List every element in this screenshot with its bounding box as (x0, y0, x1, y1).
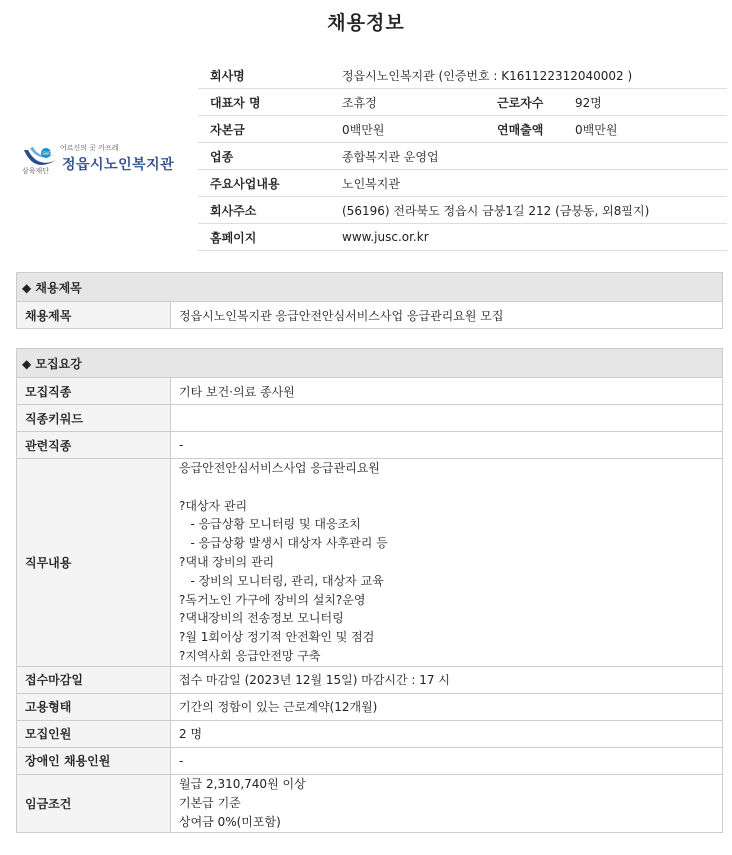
industry-label: 업종 (198, 143, 330, 170)
recruit-title-header: ◆ 채용제목 (17, 273, 723, 302)
company-row-ceo (198, 89, 727, 116)
recruit-title-value: 정읍시노인복지관 응급안전안심서비스사업 응급관리요원 모집 (171, 302, 723, 329)
logo-foundation: 삼육재단 (22, 167, 50, 175)
requirement-label: 임금조건 (17, 774, 171, 832)
company-name-value: 정읍시노인복지관 (인증번호 : K161122312040002 ) (330, 62, 727, 89)
company-row-name (198, 62, 727, 89)
ceo-label: 대표자 명 (198, 89, 330, 116)
wage-conditions: 월급 2,310,740원 이상 기본급 기준 상여금 0%(미포함) (171, 774, 723, 832)
page-title: 채용정보 (327, 12, 405, 34)
requirement-row (17, 747, 723, 774)
company-row-address (198, 197, 727, 224)
requirement-row (17, 405, 723, 432)
company-row-industry (198, 143, 727, 170)
requirement-value: - (171, 432, 723, 459)
svg-text:SWT: SWT (42, 151, 52, 156)
requirement-label: 장애인 채용인원 (17, 747, 171, 774)
workers-value: 92명 (563, 89, 727, 116)
requirement-row (17, 693, 723, 720)
requirement-label: 직종키워드 (17, 405, 171, 432)
requirement-value: 접수 마감일 (2023년 12월 15일) 마감시간 : 17 시 (171, 666, 723, 693)
requirements-header: ◆ 모집요강 (17, 349, 723, 378)
requirement-value: 기타 보건·의료 종사원 (171, 378, 723, 405)
recruit-title-label: 채용제목 (17, 302, 171, 329)
requirement-value: 기간의 정함이 있는 근로계약(12개월) (171, 693, 723, 720)
business-value: 노인복지관 (330, 170, 727, 197)
requirement-value: - (171, 747, 723, 774)
requirement-value (171, 405, 723, 432)
requirement-label: 관련직종 (17, 432, 171, 459)
requirement-label: 모집인원 (17, 720, 171, 747)
requirement-label: 고용형태 (17, 693, 171, 720)
company-row-homepage (198, 224, 727, 251)
workers-label: 근로자수 (497, 89, 563, 116)
recruit-title-section (16, 272, 723, 329)
requirement-row (17, 432, 723, 459)
address-value: (56196) 전라북도 정읍시 금붕1길 212 (금붕동, 외8필지) (330, 197, 727, 224)
sales-value: 0백만원 (563, 116, 727, 143)
homepage-link[interactable]: www.jusc.or.kr (330, 224, 727, 251)
requirement-value: 2 명 (171, 720, 723, 747)
industry-value: 종합복지관 운영업 (330, 143, 727, 170)
company-name-label: 회사명 (198, 62, 330, 89)
requirement-label: 직무내용 (17, 459, 171, 667)
business-label: 주요사업내용 (198, 170, 330, 197)
company-info-table (198, 62, 727, 251)
requirement-row (17, 378, 723, 405)
company-row-business (198, 170, 727, 197)
capital-value: 0백만원 (330, 116, 497, 143)
requirement-row (17, 774, 723, 832)
requirement-row (17, 666, 723, 693)
ceo-value: 조휴정 (330, 89, 497, 116)
homepage-label: 홈페이지 (198, 224, 330, 251)
capital-label: 자본금 (198, 116, 330, 143)
requirement-row (17, 720, 723, 747)
company-row-capital (198, 116, 727, 143)
logo-name: 정읍시노인복지관 (62, 157, 175, 173)
requirement-row (17, 459, 723, 667)
requirement-label: 모집직종 (17, 378, 171, 405)
address-label: 회사주소 (198, 197, 330, 224)
company-logo (22, 140, 182, 180)
sales-label: 연매출액 (497, 116, 563, 143)
logo-slogan: 어르신의 곳 카프레 (60, 144, 119, 152)
duty-description: 응급안전안심서비스사업 응급관리요원 ?대상자 관리 - 응급상황 모니터링 및 대응조치 - 응급상황 발생시 대상자 사후관리 등 ?댁내 장비의 관리 - 장비의 모니터링, 관리, 대상자 교육 ?독거노인 가구에 장비의 설치?운영 ?댁내장비의 전송정보 모니터링 ?월 1회이상 정기적 안전확인 및 점검 ?지역사회 응급안전망 구축 (171, 459, 723, 667)
requirement-label: 접수마감일 (17, 666, 171, 693)
requirements-section (16, 348, 723, 833)
